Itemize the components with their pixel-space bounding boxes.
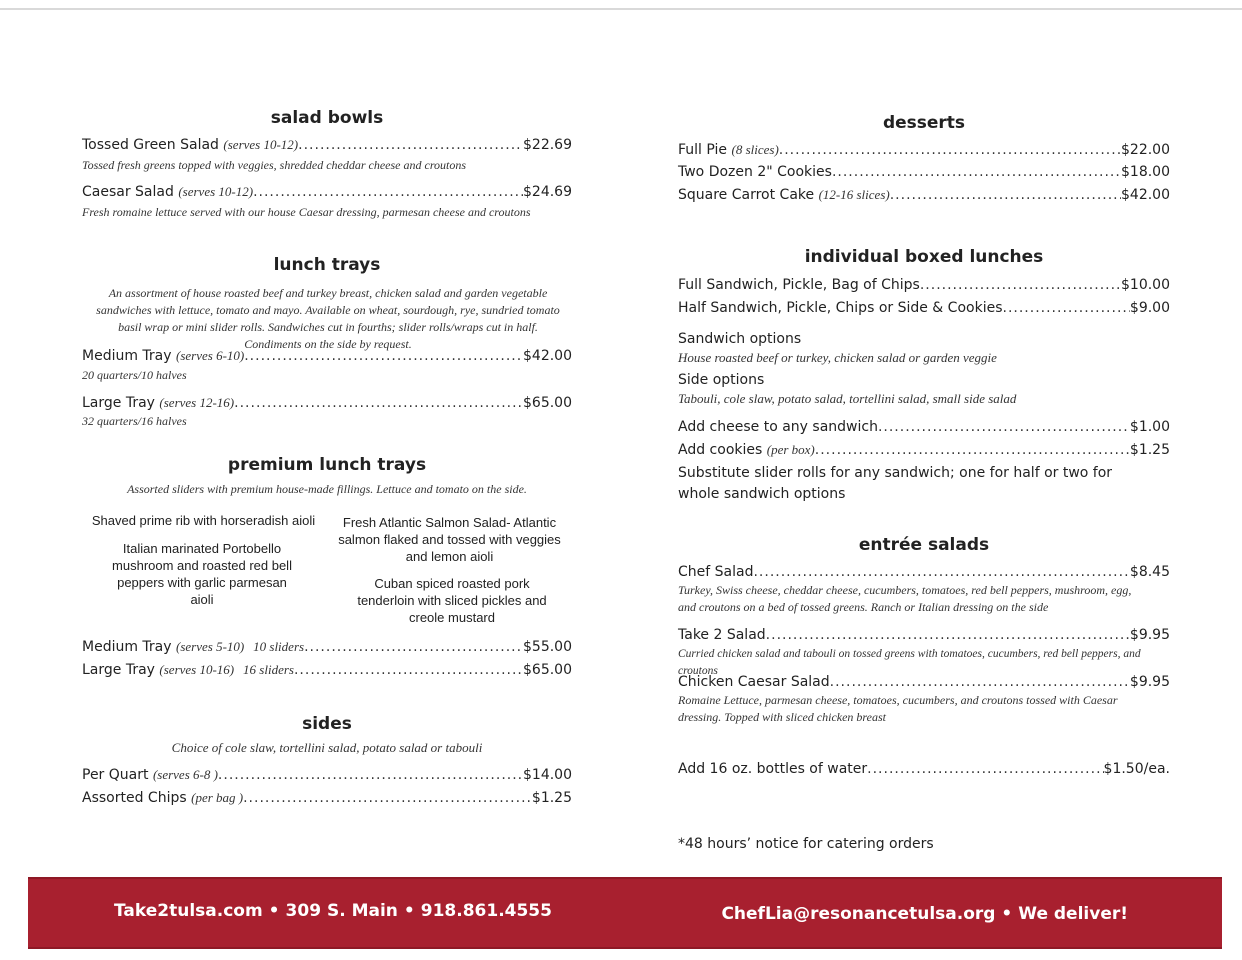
item-name: Two Dozen 2" Cookies <box>678 164 832 180</box>
item-name: Tossed Green Salad <box>82 137 219 153</box>
item-note: (serves 10-16) <box>159 662 235 677</box>
boxed-lunches-heading: individual boxed lunches <box>804 247 1044 267</box>
premium-trays-heading: premium lunch trays <box>227 455 427 475</box>
leader-dots <box>753 564 1129 580</box>
item-name: Medium Tray <box>82 639 172 655</box>
substitute-note: Substitute slider rolls for any sandwich; one for half or two for whole sandwich options <box>678 465 1113 502</box>
menu-item <box>82 137 572 153</box>
leader-dots <box>244 348 523 364</box>
leader-dots <box>304 639 523 655</box>
item-name: Assorted Chips <box>82 790 187 806</box>
bullet-separator: • <box>403 901 415 921</box>
leader-dots <box>234 395 523 411</box>
item-name: Add cheese to any sandwich <box>678 419 878 435</box>
item-price: $1.25 <box>1129 442 1170 458</box>
slider-option: Shaved prime rib with horseradish aioli <box>91 513 316 528</box>
menu-item <box>678 419 1170 435</box>
catering-notice: *48 hours’ notice for catering orders <box>678 836 934 852</box>
footer-band <box>28 877 1222 949</box>
sandwich-options-label: Sandwich options <box>678 331 802 347</box>
menu-item <box>82 184 572 200</box>
address: 309 S. Main <box>285 901 398 921</box>
menu-item <box>678 627 1170 643</box>
delivery-note: We deliver! <box>1018 904 1128 924</box>
item-note: (serves 5-10) <box>176 639 245 654</box>
leader-dots <box>920 277 1121 293</box>
menu-item <box>82 790 572 806</box>
menu-item <box>678 674 1170 690</box>
bullet-separator: • <box>268 901 280 921</box>
sides-intro: Choice of cole slaw, tortellini salad, potato salad or tabouli <box>171 740 483 755</box>
item-price: $1.25 <box>531 790 572 806</box>
item-price: $1.00 <box>1129 419 1170 435</box>
email-link[interactable]: ChefLia@resonancetulsa.org <box>721 904 996 924</box>
leader-dots <box>1003 300 1130 316</box>
item-description: Tossed fresh greens topped with veggies, shredded cheddar cheese and croutons <box>82 158 467 172</box>
item-note: (per bag ) <box>191 790 244 805</box>
item-name: Half Sandwich, Pickle, Chips or Side & Cookies <box>678 300 1003 316</box>
item-description: Fresh romaine lettuce served with our house Caesar dressing, parmesan cheese and croutons <box>82 205 531 219</box>
side-options-label: Side options <box>678 372 765 388</box>
item-note: (serves 10-12) <box>223 137 299 152</box>
right-column <box>678 0 1170 820</box>
item-description: Curried chicken salad and tabouli on tossed greens with tomatoes, cucumbers, red bell peppers, and croutons <box>678 648 1141 677</box>
website-link[interactable]: Take2tulsa.com <box>114 901 263 921</box>
item-price: $9.95 <box>1129 627 1170 643</box>
item-name: Full Sandwich, Pickle, Bag of Chips <box>678 277 920 293</box>
footer-contact-right <box>721 904 1128 924</box>
slider-option: Cuban spiced roasted pork tenderloin with sliced pickles and creole mustard <box>357 576 547 625</box>
lunch-trays-heading: lunch trays <box>273 255 381 275</box>
menu-item <box>678 277 1170 293</box>
item-name: Medium Tray <box>82 348 172 364</box>
phone-number[interactable]: 918.861.4555 <box>420 901 552 921</box>
menu-item <box>82 662 572 678</box>
item-note: (serves 6-8 ) <box>152 767 218 782</box>
sides-heading: sides <box>302 714 352 734</box>
leader-dots <box>867 761 1103 777</box>
item-description: 32 quarters/16 halves <box>82 414 187 428</box>
item-price: $42.00 <box>1121 187 1170 203</box>
desserts-heading: desserts <box>882 113 966 133</box>
item-price: $1.50/ea. <box>1103 761 1170 777</box>
item-price: $9.00 <box>1129 300 1170 316</box>
item-name: Chicken Caesar Salad <box>678 674 830 690</box>
leader-dots <box>830 674 1130 690</box>
item-name: Square Carrot Cake <box>678 187 815 203</box>
left-column <box>82 0 572 820</box>
item-note: (per box) <box>766 442 815 457</box>
item-price: $22.69 <box>523 137 572 153</box>
salad-bowls-heading: salad bowls <box>270 108 384 128</box>
lunch-trays-intro: An assortment of house roasted beef and turkey breast, chicken salad and garden vegetable sandwiches with lettuce, tomato and mayo. Available on wheat, sourdough, rye, sundried tomato basil wrap or mini slider rolls. Sandwiches cut in fourths; slider rolls/wraps cut in half. Condiments on the side by request. <box>96 286 560 351</box>
leader-dots <box>298 137 523 153</box>
item-price: $18.00 <box>1121 164 1170 180</box>
item-name: Full Pie <box>678 142 728 158</box>
item-note: (serves 12-16) <box>159 395 235 410</box>
item-extra: 10 sliders <box>253 639 305 654</box>
item-name: Caesar Salad <box>82 184 174 200</box>
item-price: $65.00 <box>523 662 572 678</box>
leader-dots <box>832 164 1121 180</box>
menu-item <box>678 187 1170 203</box>
leader-dots <box>243 790 532 806</box>
item-description: 20 quarters/10 halves <box>82 368 187 382</box>
item-name: Per Quart <box>82 767 149 783</box>
item-description: Turkey, Swiss cheese, cheddar cheese, cucumbers, tomatoes, red bell peppers, mushroom, egg, and croutons on a bed of tossed greens. Ranch or Italian dressing on the side <box>678 583 1132 614</box>
item-note: (8 slices) <box>731 142 779 157</box>
item-price: $24.69 <box>523 184 572 200</box>
premium-intro: Assorted sliders with premium house-made fillings. Lettuce and tomato on the side. <box>127 482 527 496</box>
menu-item <box>82 348 572 364</box>
leader-dots <box>878 419 1130 435</box>
leader-dots <box>218 767 523 783</box>
item-price: $22.00 <box>1121 142 1170 158</box>
menu-item <box>678 761 1170 777</box>
item-note: (12-16 slices) <box>818 187 890 202</box>
menu-item <box>82 395 572 411</box>
menu-item <box>678 442 1170 458</box>
item-name: Add 16 oz. bottles of water <box>678 761 868 777</box>
sandwich-options: House roasted beef or turkey, chicken salad or garden veggie <box>678 350 997 365</box>
menu-item <box>678 564 1170 580</box>
bullet-separator: • <box>1001 904 1013 924</box>
menu-item <box>82 639 572 655</box>
item-price: $10.00 <box>1121 277 1170 293</box>
item-description: Romaine Lettuce, parmesan cheese, tomatoes, cucumbers, and croutons tossed with Caesar dressing. Topped with sliced chicken breast <box>678 693 1118 724</box>
footer-contact-left <box>114 901 552 921</box>
item-price: $9.95 <box>1129 674 1170 690</box>
item-name: Large Tray <box>82 395 155 411</box>
leader-dots <box>779 142 1121 158</box>
item-name: Chef Salad <box>678 564 754 580</box>
item-price: $55.00 <box>523 639 572 655</box>
leader-dots <box>890 187 1121 203</box>
item-price: $14.00 <box>523 767 572 783</box>
menu-item <box>678 300 1170 316</box>
item-note: (serves 6-10) <box>176 348 245 363</box>
slider-option: Fresh Atlantic Salmon Salad- Atlantic salmon flaked and tossed with veggies and lemon aioli <box>338 515 561 564</box>
item-name: Take 2 Salad <box>678 627 766 643</box>
entree-salads-heading: entrée salads <box>858 535 990 555</box>
item-price: $8.45 <box>1129 564 1170 580</box>
leader-dots <box>253 184 523 200</box>
menu-item <box>678 164 1170 180</box>
leader-dots <box>766 627 1130 643</box>
item-price: $42.00 <box>523 348 572 364</box>
menu-item <box>678 142 1170 158</box>
item-extra: 16 sliders <box>243 662 294 677</box>
leader-dots <box>815 442 1130 458</box>
item-name: Add cookies <box>678 442 763 458</box>
slider-option: Italian marinated Portobello mushroom and roasted red bell peppers with garlic parmesan aioli <box>112 541 292 607</box>
item-note: (serves 10-12) <box>178 184 254 199</box>
item-price: $65.00 <box>523 395 572 411</box>
leader-dots <box>294 662 523 678</box>
item-name: Large Tray <box>82 662 155 678</box>
menu-item <box>82 767 572 783</box>
side-options: Tabouli, cole slaw, potato salad, tortellini salad, small side salad <box>678 391 1017 406</box>
